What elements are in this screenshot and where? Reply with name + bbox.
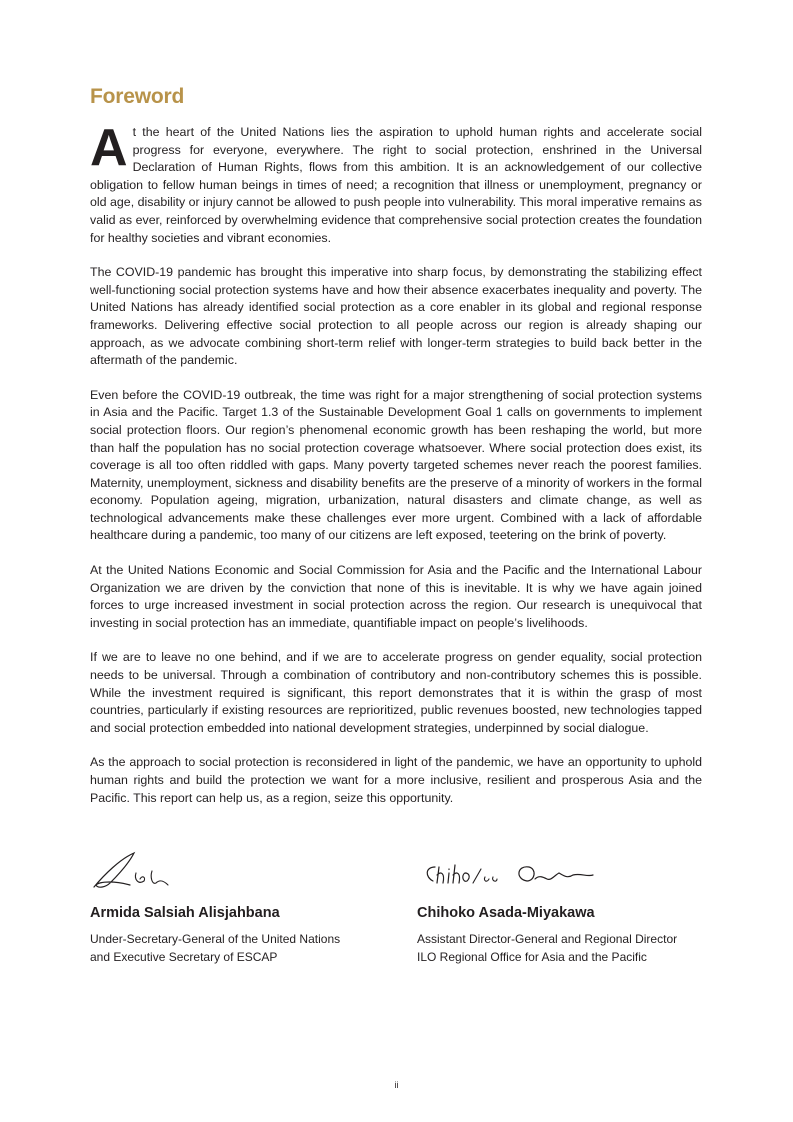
- paragraph: Even before the COVID-19 outbreak, the time was right for a major strengthening of social protection systems in Asia and the Pacific. Target 1.3 of the Sustainable Development Goal 1 calls on governments to implement social protection floors. Our region’s phenomenal economic growth has been reshaping the world, but more than half the population has no social protection coverage whatsoever. Where social protection does exist, its coverage is all too often riddled with gaps. Many poverty targeted schemes never reach the poorest families. Maternity, unemployment, sickness and disability benefits are the preserve of a minority of workers in the formal economy. Population ageing, migration, urbanization, natural disasters and climate change, as well as technological advancements make these challenges ever more urgent. Combined with a lack of affordable healthcare during a pandemic, too many of our citizens are left exposed, teetering on the brink of poverty.: [90, 387, 702, 543]
- signatory-role: ILO Regional Office for Asia and the Pacific: [417, 949, 647, 964]
- signatory-block-ilo: [417, 845, 707, 966]
- signatory-name: Chihoko Asada-Miyakawa: [417, 905, 595, 921]
- signature-drawing: [417, 845, 617, 900]
- intro-paragraph-text: t the heart of the United Nations lies the aspiration to uphold human rights and accelerate social progress for everyone, everywhere. The right to social protection, enshrined in the Universal Declaration of Human Rights, flows from this ambition. It is an acknowledgement of our collective obligation to fellow human beings in times of need; a recognition that illness or unemployment, pregnancy or old age, disability or injury cannot be allowed to push people into vulnerability. This moral imperative remains as valid as ever, reinforced by overwhelming evidence that comprehensive social protection creates the foundation for healthy societies and vibrant economies.: [90, 125, 702, 245]
- signatory-role: Under-Secretary-General of the United Nations: [90, 932, 341, 946]
- page-number: ii: [394, 1080, 399, 1090]
- foreword-page: [90, 84, 702, 824]
- signature-image: [417, 845, 707, 900]
- signatory-role: and Executive Secretary of ESCAP: [90, 949, 278, 964]
- paragraph: The COVID-19 pandemic has brought this imperative into sharp focus, by demonstrating the stabilizing effect well-functioning social protection systems have and how their absence exacerbates inequality and poverty. The United Nations has already identified social protection as a core enabler in its global and regional response frameworks. Delivering effective social protection to all people across our region is already shaping our approach, as we advocate combining short-term relief with longer-term strategies to build back better in the aftermath of the pandemic.: [90, 265, 702, 368]
- drop-cap: A: [90, 119, 128, 177]
- signature-image: [90, 845, 380, 900]
- signatory-name: Armida Salsiah Alisjahbana: [90, 905, 280, 921]
- paragraph: If we are to leave no one behind, and if we are to accelerate progress on gender equality, social protection needs to be universal. Through a combination of contributory and non-contributory schemes this is possible. While the investment required is significant, this report demonstrates that it is within the grasp of most countries, particularly if existing resources are reprioritized, public revenues boosted, new technologies tapped and social protection embedded into national development strategies, underpinned by social dialogue.: [90, 650, 702, 735]
- paragraph: As the approach to social protection is reconsidered in light of the pandemic, we have an opportunity to uphold human rights and build the protection we want for a more inclusive, resilient and prosperous Asia and the Pacific. This report can help us, as a region, seize this opportunity.: [90, 755, 702, 805]
- signatory-block-escap: [90, 845, 380, 966]
- page-title: Foreword: [90, 85, 185, 108]
- signatures-section: [90, 845, 702, 985]
- paragraph: At the United Nations Economic and Social Commission for Asia and the Pacific and the International Labour Organization we are driven by the conviction that none of this is inevitable. It is why we have again joined forces to urge increased investment in social protection across the region. Our research is unequivocal that investing in social protection has an immediate, quantifiable impact on people’s livelihoods.: [90, 563, 702, 630]
- signature-drawing: [90, 845, 210, 900]
- intro-paragraph: [90, 119, 702, 247]
- signatory-role: Assistant Director-General and Regional Director: [417, 932, 678, 946]
